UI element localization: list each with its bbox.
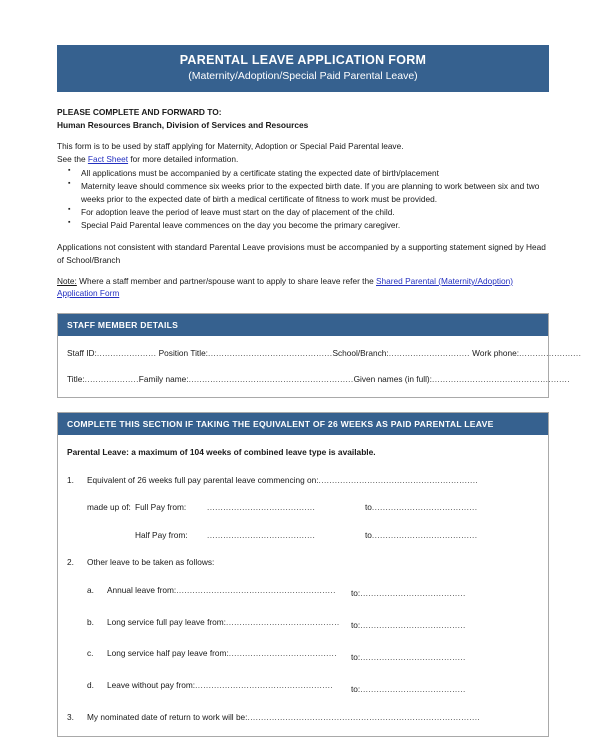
spacer (57, 131, 549, 140)
long-service-full-pay-from-input[interactable]: .......................................... (225, 616, 340, 627)
spacer (57, 232, 549, 241)
forward-recipient: Human Resources Branch, Division of Services and Resources (57, 119, 309, 130)
leave-item-2 (67, 556, 539, 568)
school-branch-label: School/Branch: (332, 348, 389, 359)
staff-details-row-1 (67, 347, 582, 359)
leave-subitem-d (67, 679, 539, 695)
item-1-label: Equivalent of 26 weeks full pay parental leave commencing on: (87, 474, 319, 485)
work-phone-input[interactable]: ....................... (519, 348, 582, 359)
given-names-label: Given names (in full): (353, 373, 432, 384)
note-label: Note: (57, 275, 77, 286)
half-pay-label: Half Pay from: (135, 529, 188, 540)
staff-details-header: STAFF MEMBER DETAILS (58, 314, 548, 336)
shared-leave-note (57, 275, 549, 300)
half-pay-to-input[interactable]: ....................................... (371, 529, 478, 540)
leave-without-pay-to-label: to: (351, 683, 361, 694)
full-pay-row (67, 501, 539, 513)
paid-parental-leave-section (57, 412, 549, 736)
leave-subitem-b (67, 616, 539, 632)
subitem-c-marker: c. (87, 648, 94, 659)
item-3-marker: 3. (67, 712, 74, 723)
staff-id-input[interactable]: ...................... (96, 348, 157, 359)
item-1-marker: 1. (67, 474, 74, 485)
forward-heading: PLEASE COMPLETE AND FORWARD TO: (57, 107, 222, 118)
made-up-of-label: made up of: (87, 502, 131, 513)
family-name-input[interactable]: ............................................................. (188, 373, 354, 384)
document-content (57, 45, 582, 737)
list-item: ▪ Special Paid Parental leave commences on the day you become the primary caregiver. (79, 219, 549, 231)
title-input[interactable]: .................... (84, 373, 139, 384)
half-pay-row (67, 529, 539, 541)
full-pay-to-label: to (365, 502, 372, 513)
page-subtitle: (Maternity/Adoption/Special Paid Parental Leave) (188, 69, 418, 82)
leave-without-pay-to-input[interactable]: ....................................... (360, 683, 466, 694)
staff-details-row-2 (67, 373, 570, 385)
fact-sheet-link[interactable]: Fact Sheet (87, 153, 129, 164)
work-phone-label: Work phone: (469, 348, 520, 359)
leave-item-1 (67, 474, 539, 486)
annual-leave-to-label: to: (351, 588, 361, 599)
purpose-text: This form is to be used by staff applying for Maternity, Adoption or Special Paid Parental leave. (57, 141, 404, 152)
half-pay-to-label: to (365, 529, 372, 540)
leave-without-pay-label: Leave without pay from: (107, 680, 196, 691)
long-service-half-pay-label: Long service half pay leave from: (107, 648, 229, 659)
full-pay-label: Full Pay from: (135, 502, 187, 513)
long-service-full-pay-label: Long service full pay leave from: (107, 616, 226, 627)
spacer (57, 266, 549, 275)
list-item: ▪ For adoption leave the period of leave must start on the day of placement of the child. (79, 206, 549, 218)
item-2-label: Other leave to be taken as follows: (87, 557, 215, 568)
staff-member-details-section (57, 313, 582, 398)
long-service-half-pay-to-label: to: (351, 651, 361, 662)
parental-leave-max-note: Parental Leave: a maximum of 104 weeks of combined leave type is available. (67, 447, 376, 458)
return-date-input[interactable]: ...................................................................................... (247, 712, 481, 723)
staff-id-label: Staff ID: (67, 348, 97, 359)
subitem-d-marker: d. (87, 680, 94, 691)
full-pay-from-input[interactable]: ........................................ (207, 502, 316, 513)
family-name-label: Family name: (138, 373, 189, 384)
leave-item-3 (67, 711, 539, 723)
list-item: ▪ Maternity leave should commence six weeks prior to the expected birth date. If you are planning to work between six and two weeks prior to the expected date of birth a medical certificate of fitness to work must be provided. (79, 180, 549, 205)
paid-leave-header: COMPLETE THIS SECTION IF TAKING THE EQUIVALENT OF 26 WEEKS AS PAID PARENTAL LEAVE (58, 413, 548, 435)
annual-leave-to-input[interactable]: ....................................... (360, 588, 466, 599)
list-item: ▪ All applications must be accompanied by a certificate stating the expected date of birth/placement (79, 167, 549, 179)
shared-parental-form-link[interactable]: Shared Parental (Maternity/Adoption) Application Form (57, 275, 513, 299)
requirements-list (57, 167, 549, 231)
intro-block (57, 106, 549, 299)
leave-subitem-a (67, 584, 539, 600)
long-service-half-pay-from-input[interactable]: ........................................ (228, 648, 337, 659)
title-label: Title: (67, 373, 85, 384)
position-title-input[interactable]: .............................................. (208, 348, 333, 359)
paid-leave-body (58, 435, 548, 735)
item-2-marker: 2. (67, 557, 74, 568)
staff-details-body (58, 336, 582, 397)
half-pay-from-input[interactable]: ........................................ (207, 529, 316, 540)
page-title: PARENTAL LEAVE APPLICATION FORM (179, 53, 427, 67)
subitem-a-marker: a. (87, 584, 94, 595)
form-title-banner (57, 45, 549, 92)
annual-leave-label: Annual leave from: (107, 584, 177, 595)
return-date-label: My nominated date of return to work will be: (87, 712, 248, 723)
position-title-label: Position Title: (156, 348, 208, 359)
subitem-b-marker: b. (87, 616, 94, 627)
given-names-input[interactable]: ................................................... (431, 373, 570, 384)
long-service-half-pay-to-input[interactable]: ....................................... (360, 651, 466, 662)
annual-leave-from-input[interactable]: ........................................................... (176, 584, 336, 595)
fact-sheet-line (57, 153, 549, 165)
commencing-date-input[interactable]: ........................................................... (318, 474, 479, 485)
full-pay-to-input[interactable]: ....................................... (371, 502, 478, 513)
leave-subitem-c (67, 647, 539, 663)
non-standard-note: Applications not consistent with standard Parental Leave provisions must be accompanied by a supporting statement signed by Head of School/Branch (57, 242, 546, 265)
long-service-full-pay-to-input[interactable]: ....................................... (360, 619, 466, 630)
see-prefix: See the (57, 153, 88, 164)
leave-without-pay-from-input[interactable]: ................................................... (195, 680, 334, 691)
see-suffix: for more detailed information. (128, 153, 239, 164)
school-branch-input[interactable]: .............................. (388, 348, 470, 359)
note-text: Where a staff member and partner/spouse want to apply to share leave refer the (76, 275, 377, 286)
long-service-full-pay-to-label: to: (351, 619, 361, 630)
